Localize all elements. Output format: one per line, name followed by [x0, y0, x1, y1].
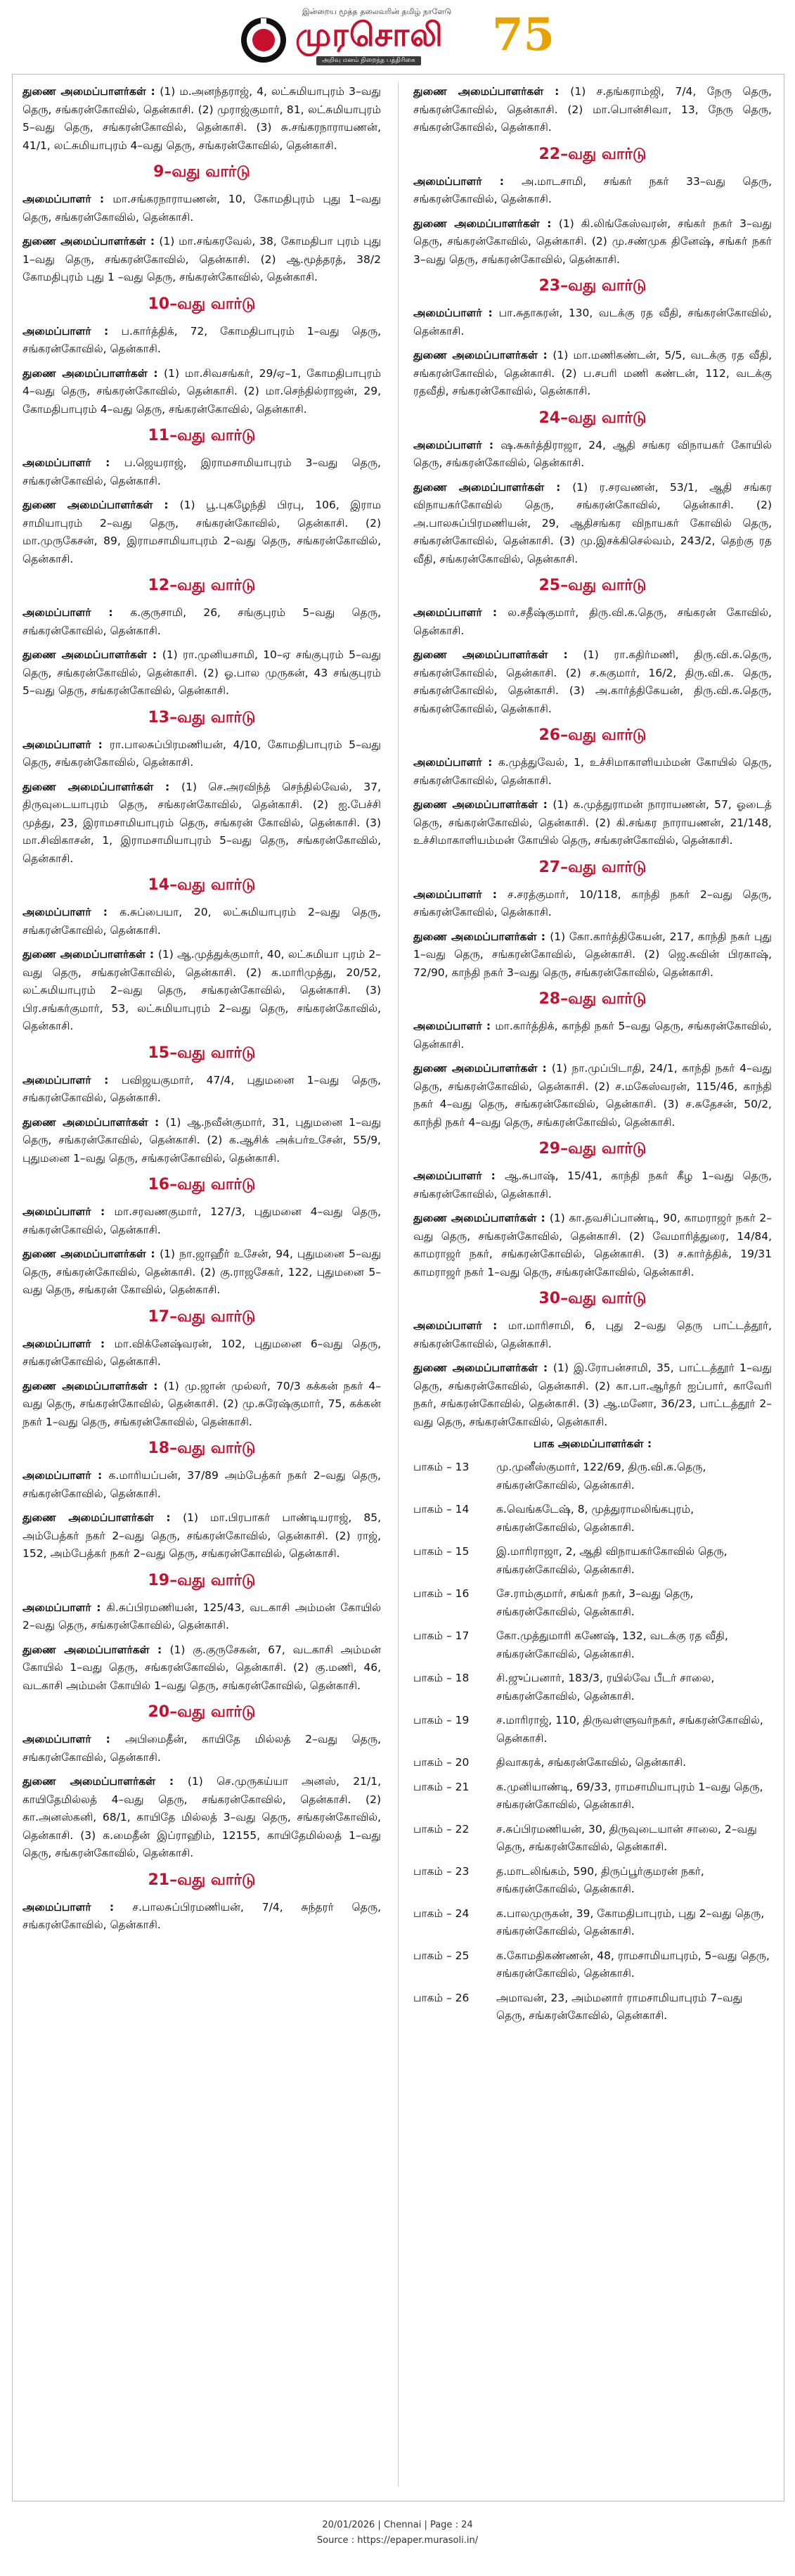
- role-label: அமைப்பாளர்: [22, 456, 91, 469]
- booth-organizer-row: [413, 1543, 772, 1579]
- appointee-details: பா.சுதாகரன், 130, வடக்கு ரத வீதி, சங்கரன்கோவில், தென்காசி.: [413, 307, 772, 338]
- booth-number: பாகம் – 18: [413, 1672, 470, 1684]
- appointee-details: ஷ.சுகர்த்திராஜா, 24, ஆதி சங்கர விநாயகர் கோயில் தெரு, சங்கரன்கோவில், தென்காசி.: [413, 438, 772, 469]
- appointment-entry: துணை அமைப்பாளர்கள் : (1) மு.ஜான் முல்லர், 70/3 கக்கன் நகர் 4–வது தெரு, சங்கரன்கோவில், தென்காசி. (2) மு.சுரேஷ்குமார், 75, கக்கன் நகர் 1–வது தெரு, சங்கரன்கோவில், தென்காசி.: [22, 1379, 381, 1428]
- ward-heading: 15–வது வார்டு: [148, 1044, 256, 1062]
- role-label: துணை அமைப்பாளர்கள்: [413, 930, 537, 943]
- masthead-tagline: இன்றைய மூத்த தலைவரின் தமிழ் நாளேடு: [302, 7, 452, 16]
- booth-organizer-details: ச.சுப்பிரமணியன், 30, திருவுடையான் சாலை, 2–வது தெரு, சங்கரன்கோவில், தென்காசி.: [496, 1822, 757, 1853]
- appointee-details: (1) கு.குருசேகன், 67, வடகாசி அம்மன் கோயில் 1–வது தெரு, சங்கரன்கோவில், தென்காசி. (2) கு.மணி, 46, வடகாசி அம்மன் கோயில் 1–வது தெரு, சங்கரன்கோவில், தென்காசி.: [22, 1643, 381, 1692]
- role-label: துணை அமைப்பாளர்கள்: [413, 1062, 538, 1075]
- appointee-details: அ.மாடசாமி, சங்கர் நகர் 33–வது தெரு, சங்கரன்கோவில், தென்காசி.: [413, 174, 772, 205]
- appointment-entry: துணை அமைப்பாளர்கள் : (1) பூ.புகழேந்தி பிரபு, 106, இராம சாமியாபுரம் 2–வது தெரு, சங்கரன்கோவில், தென்காசி. (2) மா.முருகேசன், 89, இராமசாமியாபுரம் 2–வது தெரு, சங்கரன்கோவில், தென்காசி.: [22, 499, 382, 565]
- appointee-details: மா.மாரிசாமி, 6, புது 2–வது தெரு பாட்டத்தூர், சங்கரன்கோவில், தென்காசி.: [413, 1319, 772, 1350]
- ward-heading: 9–வது வார்டு: [153, 163, 250, 181]
- role-label: அமைப்பாளர்: [22, 906, 91, 918]
- appointee-details: (1) மா.சங்கரவேல், 38, கோமதிபா புரம் புது 1–வது தெரு, சங்கரன்கோவில், தென்காசி. (2) ஆ.மூத்தரத், 38/2 கோமதிபுரம் புது 1 –வது தெரு, சங்கரன்கோவில், தென்காசி.: [22, 235, 382, 283]
- appointment-entry: துணை அமைப்பாளர்கள் : (1) கா.தவசிப்பாண்டி, 90, காமராஜர் நகர் 2–வது தெரு, சங்கரன்கோவில், தென்காசி. (2) வேமாரித்துரை, 14/84, காமராஜர் நகர், சங்கரன்கோவில், தென்காசி. (3) ச.கார்த்திக், 19/31 காமராஜர் நகர் 1–வது தெரு, சங்கரன்கோவில், தென்காசி.: [413, 1212, 772, 1279]
- ward-heading: 12–வது வார்டு: [148, 577, 256, 594]
- right-column: [413, 83, 772, 2032]
- appointment-entry: துணை அமைப்பாளர்கள் : (1) இ.ரோபன்சாமி, 35, பாட்டத்தூர் 1–வது தெரு, சங்கரன்கோவில், தென்காசி. (2) கா.பா.ஆர்தர் ஐப்பார், காவேரி நகர், சங்கரன்கோவில், தென்காசி. (3) ஆ.மனோ, 36/23, பாட்டத்தூர் 2–வது தெரு, சங்கரன்கோவில், தென்காசி.: [413, 1361, 773, 1428]
- booth-organizer-details: சே.ராம்குமார், சங்கர் நகர், 3–வது தெரு, சங்கரன்கோவில், தென்காசி.: [496, 1587, 694, 1618]
- appointee-details: (1) நா.முப்பிடாதி, 24/1, காந்தி நகர் 4–வது தெரு, சங்கரன்கோவில், தென்காசி. (2) ச.மகேஸ்வரன், 115/46, காந்தி நகர் 4–வது தெரு, சங்கரன்கோவில், தென்காசி. (3) ச.சுதேசன், 50/2, காந்தி நகர் 4–வது தெரு, சங்கரன்கோவில், தென்காசி.: [413, 1062, 772, 1129]
- appointee-details: (1) பூ.புகழேந்தி பிரபு, 106, இராம சாமியாபுரம் 2–வது தெரு, சங்கரன்கோவில், தென்காசி. (2) மா.முருகேசன், 89, இராமசாமியாபுரம் 2–வது தெரு, சங்கரன்கோவில், தென்காசி.: [22, 499, 382, 565]
- appointment-entry: துணை அமைப்பாளர்கள் : (1) கோ.கார்த்திகேயன், 217, காந்தி நகர் புது 1–வது தெரு, சங்கரன்கோவில், தென்காசி. (2) ஜெ.சுவின் பிரகாஷ், 72/90, காந்தி நகர் 3–வது தெரு, சங்கரன்கோவில், தென்காசி.: [413, 930, 772, 979]
- appointment-entry: அமைப்பாளர் : அ.மாடசாமி, சங்கர் நகர் 33–வது தெரு, சங்கரன்கோவில், தென்காசி.: [413, 174, 772, 205]
- role-label: அமைப்பாளர்: [413, 438, 482, 451]
- ward-heading: 24–வது வார்டு: [538, 409, 647, 427]
- booth-organizer-details: சி.ஜுப்பனார், 183/3, ரயில்வே பீடர் சாலை, சங்கரன்கோவில், தென்காசி.: [496, 1672, 715, 1703]
- appointee-details: ல.சதீஷ்குமார், திரு.வி.க.தெரு, சங்கரன் கோவில், தென்காசி.: [413, 606, 772, 637]
- ward-heading: 25–வது வார்டு: [538, 577, 647, 594]
- ward-heading: 29–வது வார்டு: [538, 1140, 647, 1158]
- role-label: அமைப்பாளர்: [413, 1170, 482, 1182]
- booth-number: பாகம் – 24: [413, 1907, 470, 1920]
- appointee-details: (1) ச.தங்கராம்ஜி, 7/4, நேரு தெரு, சங்கரன்கோவில், தென்காசி. (2) மா.பொன்சிவா, 13, நேரு தெரு, சங்கரன்கோவில், தென்காசி.: [413, 85, 772, 134]
- role-label: அமைப்பாளர்: [22, 324, 91, 338]
- appointment-entry: அமைப்பாளர் : ல.சதீஷ்குமார், திரு.வி.க.தெரு, சங்கரன் கோவில், தென்காசி.: [413, 606, 772, 637]
- appointment-entry: துணை அமைப்பாளர்கள் : (1) செ.முருகய்யா அனஸ், 21/1, காயிதேமில்லத் 4–வது தெரு, சங்கரன்கோவில், தென்காசி. (2) கா.அனஸ்கனி, 68/1, காயிதே மில்லத் 3–வது தெரு, சங்கரன்கோவில், தென்காசி. (3) க.மைதீன் இப்ராஹிம், 12155, காயிதேமில்லத் 1–வது தெரு, சங்கரன்கோவில், தென்காசி.: [22, 1775, 382, 1859]
- role-label: அமைப்பாளர்: [22, 738, 91, 751]
- role-label: துணை அமைப்பாளர்கள்: [22, 648, 148, 661]
- role-label: துணை அமைப்பாளர்கள்: [22, 1643, 150, 1656]
- appointment-entry: துணை அமைப்பாளர்கள் : (1) செ.அரவிந்த் செந்தில்வேல், 37, திருவுடையாபுரம் தெரு, சங்கரன்கோவில், தென்காசி. (2) ஐ.பேச்சி முத்து, 23, இராமசாமியாபுரம் தெரு, சங்கரன் கோவில், தென்காசி. (3) மா.சிவிகாசன், 1, இராமசாமியாபுரம் 5–வது தெரு, சங்கரன்கோவில், தென்காசி.: [22, 780, 381, 865]
- ward-heading: 30–வது வார்டு: [538, 1290, 647, 1307]
- appointee-details: ரா.பாலசுப்பிரமணியன், 4/10, கோமதிபாபுரம் 5–வது தெரு, சங்கரன்கோவில், தென்காசி.: [22, 738, 381, 769]
- appointee-details: (1) ஆ.முத்துக்குமார், 40, லட்சுமியா புரம் 2–வது தெரு, சங்கரன்கோவில், தென்காசி. (2) க.மாரிமுத்து, 20/52, லட்சுமியாபுரம் 2–வது தெரு, சங்கரன்கோவில், தென்காசி. (3) பிர.சங்கர்குமார், 53, லட்சுமியாபுரம் 2–வது தெரு, சங்கரன்கோவில், தென்காசி.: [22, 948, 381, 1032]
- appointee-details: பவிஜயகுமார், 47/4, புதுமனை 1–வது தெரு, சங்கரன்கோவில், தென்காசி.: [22, 1073, 382, 1104]
- ward-heading: 26–வது வார்டு: [538, 726, 647, 744]
- appointee-details: ப.ஜெயராஜ், இராமசாமியாபுரம் 3–வது தெரு, சங்கரன்கோவில், தென்காசி.: [22, 456, 381, 487]
- booth-number: பாகம் – 22: [413, 1822, 470, 1835]
- appointment-entry: அமைப்பாளர் : கி.சுப்பிரமணியன், 125/43, வடகாசி அம்மன் கோயில் 2–வது தெரு, சங்கரன்கோவில், தென்காசி.: [22, 1601, 381, 1632]
- appointment-entry: அமைப்பாளர் : ச.சரத்குமார், 10/118, காந்தி நகர் 2–வது தெரு, சங்கரன்கோவில், தென்காசி.: [413, 887, 772, 918]
- appointment-entry: துணை அமைப்பாளர்கள் : (1) ச.தங்கராம்ஜி, 7/4, நேரு தெரு, சங்கரன்கோவில், தென்காசி. (2) மா.பொன்சிவா, 13, நேரு தெரு, சங்கரன்கோவில், தென்காசி.: [413, 85, 772, 134]
- appointee-details: ச.சரத்குமார், 10/118, காந்தி நகர் 2–வது தெரு, சங்கரன்கோவில், தென்காசி.: [413, 887, 772, 918]
- booth-organizer-row: [413, 1627, 772, 1663]
- booth-number: பாகம் – 25: [413, 1949, 470, 1962]
- appointment-entry: துணை அமைப்பாளர்கள் : (1) ரா.கதிர்மணி, திரு.வி.க.தெரு, சங்கரன்கோவில், தென்காசி. (2) ச.சுகுமார், 16/2, திரு.வி.க. தெரு, சங்கரன்கோவில், தென்காசி. (3) அ.கார்த்திகேயன், திரு.வி.க.தெரு, சங்கரன்கோவில், தென்காசி.: [413, 648, 773, 715]
- role-label: அமைப்பாளர்: [413, 307, 482, 319]
- role-label: அமைப்பாளர்: [413, 1020, 482, 1032]
- appointee-details: (1) மு.ஜான் முல்லர், 70/3 கக்கன் நகர் 4–வது தெரு, சங்கரன்கோவில், தென்காசி. (2) மு.சுரேஷ்குமார், 75, கக்கன் நகர் 1–வது தெரு, சங்கரன்கோவில், தென்காசி.: [22, 1379, 381, 1428]
- role-label: துணை அமைப்பாளர்கள்: [413, 480, 545, 494]
- role-label: அமைப்பாளர்: [22, 1900, 91, 1914]
- ward-heading: 18–வது வார்டு: [148, 1440, 256, 1457]
- appointee-details: மா.சங்கரநாராயணன், 10, கோமதிபுரம் புது 1–வது தெரு, சங்கரன்கோவில், தென்காசி.: [22, 193, 381, 224]
- role-label: அமைப்பாளர்: [22, 1601, 91, 1614]
- appointee-details: ப.கார்த்திக், 72, கோமதிபாபுரம் 1–வது தெரு, சங்கரன்கோவில், தென்காசி.: [22, 324, 381, 355]
- booth-number: பாகம் – 20: [413, 1756, 470, 1769]
- ward-heading: 22–வது வார்டு: [538, 145, 647, 163]
- ward-heading: 16–வது வார்டு: [148, 1176, 256, 1193]
- appointee-details: மா.கார்த்திக், காந்தி நகர் 5–வது தெரு, சங்கரன்கோவில், தென்காசி.: [413, 1020, 772, 1051]
- appointee-details: ச.பாலசுப்பிரமணியன், 7/4, சுந்தரர் தெரு, சங்கரன்கோவில், தென்காசி.: [22, 1900, 382, 1931]
- role-label: துணை அமைப்பாளர்கள்: [22, 1115, 148, 1129]
- booth-organizer-details: த.மாடலிங்கம், 590, திருப்பூர்குமரன் நகர், சங்கரன்கோவில், தென்காசி.: [496, 1864, 704, 1895]
- appointment-entry: அமைப்பாளர் : மா.கார்த்திக், காந்தி நகர் 5–வது தெரு, சங்கரன்கோவில், தென்காசி.: [413, 1020, 772, 1051]
- ward-heading: 21–வது வார்டு: [148, 1871, 256, 1889]
- appointee-details: (1) ரா.கதிர்மணி, திரு.வி.க.தெரு, சங்கரன்கோவில், தென்காசி. (2) ச.சுகுமார், 16/2, திரு.வி.க. தெரு, சங்கரன்கோவில், தென்காசி. (3) அ.கார்த்திகேயன், திரு.வி.க.தெரு, சங்கரன்கோவில், தென்காசி.: [413, 648, 773, 715]
- appointee-details: (1) கா.தவசிப்பாண்டி, 90, காமராஜர் நகர் 2–வது தெரு, சங்கரன்கோவில், தென்காசி. (2) வேமாரித்துரை, 14/84, காமராஜர் நகர், சங்கரன்கோவில், தென்காசி. (3) ச.கார்த்திக், 19/31 காமராஜர் நகர் 1–வது தெரு, சங்கரன்கோவில், தென்காசி.: [413, 1212, 772, 1279]
- role-label: துணை அமைப்பாளர்கள்: [413, 1361, 538, 1374]
- appointment-entry: துணை அமைப்பாளர்கள் : (1) மா.சிவசங்கர், 29/ஏ–1, கோமதிபாபுரம் 4–வது தெரு, சங்கரன்கோவில், தென்காசி. (2) மா.செந்தில்ராஜன், 29, கோமதிபாபுரம் 4–வது தெரு, சங்கரன்கோவில், தென்காசி.: [22, 366, 381, 416]
- booth-number: பாகம் – 14: [413, 1503, 470, 1516]
- role-label: அமைப்பாளர்: [413, 887, 482, 901]
- booth-organizer-row: [413, 1989, 772, 2025]
- role-label: அமைப்பாளர்: [413, 1319, 482, 1332]
- booth-organizer-details: திவாகரக், சங்கரன்கோவில், தென்காசி.: [496, 1756, 687, 1769]
- booth-organizer-row: [413, 1754, 772, 1772]
- role-label: அமைப்பாளர்: [22, 1733, 91, 1745]
- role-label: துணை அமைப்பாளர்கள்: [22, 499, 153, 511]
- booth-organizer-row: [413, 1670, 772, 1705]
- booth-organizer-details: ச.மாரிராஜ், 110, திருவள்ளுவர்நகர், சங்கரன்கோவில், தென்காசி.: [496, 1714, 763, 1745]
- role-label: அமைப்பாளர்: [413, 174, 482, 188]
- appointment-entry: துணை அமைப்பாளர்கள் : (1) கி.லிங்கேஸ்வரன், சங்கர் நகர் 3–வது தெரு, சங்கரன்கோவில், தென்காசி. (2) மு.சண்முக தினேஷ், சங்கர் நகர் 3–வது தெரு, சங்கரன்கோவில், தென்காசி.: [413, 217, 773, 266]
- appointment-entry: துணை அமைப்பாளர்கள் : (1) மா.பிரபாகர் பாண்டியராஜ், 85, அம்பேத்கர் நகர் 2–வது தெரு, சங்கரன்கோவில், தென்காசி. (2) ராஜ், 152, அம்பேத்கர் நகர் 2–வது தெரு, சங்கரன்கோவில், தென்காசி.: [22, 1511, 381, 1560]
- appointment-entry: அமைப்பாளர் : பவிஜயகுமார், 47/4, புதுமனை 1–வது தெரு, சங்கரன்கோவில், தென்காசி.: [22, 1073, 382, 1104]
- appointment-entry: அமைப்பாளர் : பா.சுதாகரன், 130, வடக்கு ரத வீதி, சங்கரன்கோவில், தென்காசி.: [413, 307, 772, 338]
- role-label: துணை அமைப்பாளர்கள்: [413, 349, 538, 361]
- role-label: அமைப்பாளர்: [22, 1337, 91, 1350]
- role-label: துணை அமைப்பாளர்கள்: [413, 85, 544, 98]
- booth-number: பாகம் – 23: [413, 1864, 470, 1878]
- appointee-details: (1) மா.பிரபாகர் பாண்டியராஜ், 85, அம்பேத்கர் நகர் 2–வது தெரு, சங்கரன்கோவில், தென்காசி. (2) ராஜ், 152, அம்பேத்கர் நகர் 2–வது தெரு, சங்கரன்கோவில், தென்காசி.: [22, 1511, 381, 1560]
- appointment-entry: அமைப்பாளர் : ஆ.சுபாஷ், 15/41, காந்தி நகர் கீழ 1–வது தெரு, சங்கரன்கோவில், தென்காசி.: [413, 1170, 772, 1200]
- booth-organizer-row: [413, 1585, 772, 1621]
- booth-organizer-details: க.பாலமுருகன், 39, கோமதிபாபுரம், புது 2–வது தெரு, சங்கரன்கோவில், தென்காசி.: [496, 1907, 765, 1937]
- appointment-entry: அமைப்பாளர் : மா.மாரிசாமி, 6, புது 2–வது தெரு பாட்டத்தூர், சங்கரன்கோவில், தென்காசி.: [413, 1319, 772, 1350]
- role-label: துணை அமைப்பாளர்கள்: [22, 1511, 154, 1524]
- booth-number: பாகம் – 19: [413, 1714, 470, 1726]
- role-label: துணை அமைப்பாளர்கள்: [22, 1775, 156, 1788]
- appointee-details: (1) இ.ரோபன்சாமி, 35, பாட்டத்தூர் 1–வது தெரு, சங்கரன்கோவில், தென்காசி. (2) கா.பா.ஆர்தர் ஐப்பார், காவேரி நகர், சங்கரன்கோவில், தென்காசி. (3) ஆ.மனோ, 36/23, பாட்டத்தூர் 2–வது தெரு, சங்கரன்கோவில், தென்காசி.: [413, 1361, 773, 1428]
- page-footer: [0, 2518, 795, 2549]
- booth-organizer-row: [413, 1712, 772, 1748]
- booth-organizer-details: அமாவன், 23, அம்மனார் ராமசாமியாபுரம் 7–வது தெரு, சங்கரன்கோவில், தென்காசி.: [496, 1991, 743, 2022]
- anniversary-badge: 75: [492, 8, 555, 61]
- appointee-details: க.குருசாமி, 26, சங்குபுரம் 5–வது தெரு, சங்கரன்கோவில், தென்காசி.: [22, 606, 381, 637]
- appointment-entry: அமைப்பாளர் : க.முத்துவேல், 1, உச்சிமாகாளியம்மன் கோயில் தெரு, சங்கரன்கோவில், தென்காசி.: [413, 756, 773, 787]
- appointment-entry: துணை அமைப்பாளர்கள் : (1) மா.மணிகண்டன், 5/5, வடக்கு ரத வீதி, சங்கரன்கோவில், தென்காசி. (2) ப.சபரி மணி கண்டன், 112, வடக்கு ரதவீதி, சங்கரன்கோவில், தென்காசி.: [413, 349, 772, 397]
- appointee-details: (1) ர.சரவணன், 53/1, ஆதி சங்கர விநாயகர்கோவில் தெரு, சங்கரன்கோவில், தென்காசி. (2) அ.பாலசுப்பிரமணியன், 29, ஆதிசங்கர விநாயகர் கோவில் தெரு, சங்கரன்கோவில், தென்காசி. (3) மு.இசக்கிசெல்வம், 243/2, தெற்கு ரத வீதி, சங்கரன்கோவில், தென்காசி.: [413, 480, 772, 565]
- left-column: [22, 83, 381, 1941]
- booth-organizer-row: [413, 1905, 772, 1941]
- appointee-details: (1) மா.மணிகண்டன், 5/5, வடக்கு ரத வீதி, சங்கரன்கோவில், தென்காசி. (2) ப.சபரி மணி கண்டன், 112, வடக்கு ரதவீதி, சங்கரன்கோவில், தென்காசி.: [413, 349, 772, 397]
- appointee-details: (1) கி.லிங்கேஸ்வரன், சங்கர் நகர் 3–வது தெரு, சங்கரன்கோவில், தென்காசி. (2) மு.சண்முக தினேஷ், சங்கர் நகர் 3–வது தெரு, சங்கரன்கோவில், தென்காசி.: [413, 217, 773, 266]
- booth-organizer-row: [413, 1947, 772, 1983]
- role-label: அமைப்பாளர்: [22, 1073, 91, 1087]
- ward-heading: 19–வது வார்டு: [148, 1571, 256, 1589]
- booth-number: பாகம் – 16: [413, 1587, 470, 1600]
- booth-organizer-details: க.முனியாண்டி, 69/33, ராமசாமியாபுரம் 1–வது தெரு, சங்கரன்கோவில், தென்காசி.: [496, 1780, 763, 1811]
- ward-heading: 28–வது வார்டு: [538, 990, 647, 1008]
- appointee-details: (1) செ.அரவிந்த் செந்தில்வேல், 37, திருவுடையாபுரம் தெரு, சங்கரன்கோவில், தென்காசி. (2) ஐ.பேச்சி முத்து, 23, இராமசாமியாபுரம் தெரு, சங்கரன் கோவில், தென்காசி. (3) மா.சிவிகாசன், 1, இராமசாமியாபுரம் 5–வது தெரு, சங்கரன்கோவில், தென்காசி.: [22, 780, 381, 865]
- appointee-details: (1) ஆ.நவீன்குமார், 31, புதுமனை 1–வது தெரு, சங்கரன்கோவில், தென்காசி. (2) க.ஆசிக் அக்பர்உசேன், 55/9, புதுமனை 1–வது தெரு, சங்கரன்கோவில், தென்காசி.: [22, 1115, 382, 1165]
- appointee-details: க.சுப்பையா, 20, லட்சுமியாபுரம் 2–வது தெரு, சங்கரன்கோவில், தென்காசி.: [22, 906, 381, 937]
- appointment-entry: துணை அமைப்பாளர்கள் : (1) ம.அனந்தராஜ், 4, லட்சுமியாபுரம் 3–வது தெரு, சங்கரன்கோவில், தென்காசி. (2) முராஜ்குமார், 81, லட்சுமியாபுரம் 5–வது தெரு, சங்கரன்கோவில், தென்காசி. (3) சு.சங்கரநாராயணன், 41/1, லட்சுமியாபுரம் 4–வது தெரு, சங்கரன்கோவில், தென்காசி.: [22, 85, 381, 152]
- booth-organizer-details: க.கோமதிகண்ணன், 48, ராமசாமியாபுரம், 5–வது தெரு, சங்கரன்கோவில், தென்காசி.: [496, 1949, 770, 1980]
- appointee-details: மா.விக்னேஷ்வரன், 102, புதுமனை 6–வது தெரு, சங்கரன்கோவில், தென்காசி.: [22, 1337, 381, 1368]
- appointment-entry: துணை அமைப்பாளர்கள் : (1) ஆ.நவீன்குமார், 31, புதுமனை 1–வது தெரு, சங்கரன்கோவில், தென்காசி. (2) க.ஆசிக் அக்பர்உசேன், 55/9, புதுமனை 1–வது தெரு, சங்கரன்கோவில், தென்காசி.: [22, 1115, 382, 1165]
- appointment-entry: அமைப்பாளர் : மா.விக்னேஷ்வரன், 102, புதுமனை 6–வது தெரு, சங்கரன்கோவில், தென்காசி.: [22, 1337, 381, 1368]
- appointment-entry: துணை அமைப்பாளர்கள் : (1) ரா.முனியசாமி, 10–ஏ சங்குபுரம் 5–வது தெரு, சங்கரன்கோவில், தென்காசி. (2) ஓ.பால முருகன், 43 சங்குபுரம் 5–வது தெரு, சங்கரன்கோவில், தென்காசி.: [22, 648, 382, 697]
- role-label: அமைப்பாளர்: [413, 606, 482, 619]
- ward-heading: 27–வது வார்டு: [538, 858, 647, 876]
- appointee-details: (1) கோ.கார்த்திகேயன், 217, காந்தி நகர் புது 1–வது தெரு, சங்கரன்கோவில், தென்காசி. (2) ஜெ.சுவின் பிரகாஷ், 72/90, காந்தி நகர் 3–வது தெரு, சங்கரன்கோவில், தென்காசி.: [413, 930, 772, 979]
- appointment-entry: துணை அமைப்பாளர்கள் : (1) கு.குருசேகன், 67, வடகாசி அம்மன் கோயில் 1–வது தெரு, சங்கரன்கோவில், தென்காசி. (2) கு.மணி, 46, வடகாசி அம்மன் கோயில் 1–வது தெரு, சங்கரன்கோவில், தென்காசி.: [22, 1643, 381, 1692]
- appointment-entry: அமைப்பாளர் : ப.ஜெயராஜ், இராமசாமியாபுரம் 3–வது தெரு, சங்கரன்கோவில், தென்காசி.: [22, 456, 381, 487]
- appointment-entry: அமைப்பாளர் : ஷ.சுகர்த்திராஜா, 24, ஆதி சங்கர விநாயகர் கோயில் தெரு, சங்கரன்கோவில், தென்காசி.: [413, 438, 772, 469]
- booth-organizer-row: [413, 1501, 772, 1537]
- appointment-entry: அமைப்பாளர் : க.மாரியப்பன், 37/89 அம்பேத்கர் நகர் 2–வது தெரு, சங்கரன்கோவில், தென்காசி.: [22, 1469, 381, 1500]
- appointment-entry: அமைப்பாளர் : மா.சங்கரநாராயணன், 10, கோமதிபுரம் புது 1–வது தெரு, சங்கரன்கோவில், தென்காசி.: [22, 193, 381, 224]
- masthead: [0, 0, 795, 70]
- role-label: துணை அமைப்பாளர்கள்: [22, 948, 146, 961]
- booth-organizer-details: இ.மாரிராஜா, 2, ஆதி விநாயகர்கோவில் தெரு, சங்கரன்கோவில், தென்காசி.: [496, 1545, 728, 1576]
- role-label: துணை அமைப்பாளர்கள்: [22, 235, 146, 248]
- appointment-entry: துணை அமைப்பாளர்கள் : (1) ஆ.முத்துக்குமார், 40, லட்சுமியா புரம் 2–வது தெரு, சங்கரன்கோவில், தென்காசி. (2) க.மாரிமுத்து, 20/52, லட்சுமியாபுரம் 2–வது தெரு, சங்கரன்கோவில், தென்காசி. (3) பிர.சங்கர்குமார், 53, லட்சுமியாபுரம் 2–வது தெரு, சங்கரன்கோவில், தென்காசி.: [22, 948, 381, 1032]
- role-label: துணை அமைப்பாளர்கள்: [413, 1212, 537, 1224]
- booth-number: பாகம் – 17: [413, 1629, 470, 1642]
- booth-organizer-details: மு.முனீஸ்குமார், 122/69, திரு.வி.க.தெரு, சங்கரன்கோவில், தென்காசி.: [496, 1461, 706, 1492]
- appointment-entry: துணை அமைப்பாளர்கள் : (1) மா.சங்கரவேல், 38, கோமதிபா புரம் புது 1–வது தெரு, சங்கரன்கோவில், தென்காசி. (2) ஆ.மூத்தரத், 38/2 கோமதிபுரம் புது 1 –வது தெரு, சங்கரன்கோவில், தென்காசி.: [22, 235, 382, 283]
- appointment-entry: துணை அமைப்பாளர்கள் : (1) ர.சரவணன், 53/1, ஆதி சங்கர விநாயகர்கோவில் தெரு, சங்கரன்கோவில், தென்காசி. (2) அ.பாலசுப்பிரமணியன், 29, ஆதிசங்கர விநாயகர் கோவில் தெரு, சங்கரன்கோவில், தென்காசி. (3) மு.இசக்கிசெல்வம், 243/2, தெற்கு ரத வீதி, சங்கரன்கோவில், தென்காசி.: [413, 480, 772, 565]
- booth-number: பாகம் – 13: [413, 1461, 470, 1473]
- appointee-details: (1) செ.முருகய்யா அனஸ், 21/1, காயிதேமில்லத் 4–வது தெரு, சங்கரன்கோவில், தென்காசி. (2) கா.அனஸ்கனி, 68/1, காயிதே மில்லத் 3–வது தெரு, சங்கரன்கோவில், தென்காசி. (3) க.மைதீன் இப்ராஹிம், 12155, காயிதேமில்லத் 1–வது தெரு, சங்கரன்கோவில், தென்காசி.: [22, 1775, 382, 1859]
- ward-heading: 23–வது வார்டு: [538, 277, 647, 295]
- role-label: அமைப்பாளர்: [22, 1469, 91, 1482]
- booth-number: பாகம் – 26: [413, 1991, 470, 2004]
- appointment-entry: அமைப்பாளர் : க.குருசாமி, 26, சங்குபுரம் 5–வது தெரு, சங்கரன்கோவில், தென்காசி.: [22, 606, 381, 637]
- role-label: அமைப்பாளர்: [413, 756, 482, 769]
- appointee-details: மா.சரவணகுமார், 127/3, புதுமனை 4–வது தெரு, சங்கரன்கோவில், தென்காசி.: [22, 1205, 381, 1236]
- appointment-entry: துணை அமைப்பாளர்கள் : (1) க.முத்துராமன் நாராயணன், 57, ஓடைத் தெரு, சங்கரன்கோவில், தென்காசி. (2) கி.சங்கர நாராயணன், 21/148, உச்சிமாகாளியம்மன் கோயில் தெரு, சங்கரன்கோவில், தென்காசி.: [413, 798, 773, 847]
- appointee-details: ஆ.சுபாஷ், 15/41, காந்தி நகர் கீழ 1–வது தெரு, சங்கரன்கோவில், தென்காசி.: [413, 1170, 772, 1200]
- appointee-details: (1) மா.சிவசங்கர், 29/ஏ–1, கோமதிபாபுரம் 4–வது தெரு, சங்கரன்கோவில், தென்காசி. (2) மா.செந்தில்ராஜன், 29, கோமதிபாபுரம் 4–வது தெரு, சங்கரன்கோவில், தென்காசி.: [22, 366, 381, 416]
- booth-organizers-heading: பாக அமைப்பாளர்கள் :: [533, 1437, 652, 1450]
- ward-heading: 11–வது வார்டு: [148, 427, 256, 444]
- role-label: துணை அமைப்பாளர்கள்: [22, 780, 154, 793]
- murasoli-logo[interactable]: [239, 6, 562, 68]
- drum-emblem-icon: [239, 15, 288, 65]
- booth-organizer-row: [413, 1779, 772, 1814]
- appointment-entry: அமைப்பாளர் : அபிமைதீன், காயிதே மில்லத் 2–வது தெரு, சங்கரன்கோவில், தென்காசி.: [22, 1733, 381, 1764]
- appointment-entry: அமைப்பாளர் : ப.கார்த்திக், 72, கோமதிபாபுரம் 1–வது தெரு, சங்கரன்கோவில், தென்காசி.: [22, 324, 381, 355]
- role-label: துணை அமைப்பாளர்கள்: [22, 366, 148, 380]
- appointment-entry: அமைப்பாளர் : ரா.பாலசுப்பிரமணியன், 4/10, கோமதிபாபுரம் 5–வது தெரு, சங்கரன்கோவில், தென்காசி.: [22, 738, 381, 769]
- booth-organizer-details: கோ.முத்துமாரி கணேஷ், 132, வடக்கு ரத வீதி, சங்கரன்கோவில், தென்காசி.: [496, 1629, 728, 1660]
- ward-heading: 17–வது வார்டு: [148, 1307, 256, 1326]
- role-label: துணை அமைப்பாளர்கள்: [413, 798, 538, 811]
- appointment-entry: துணை அமைப்பாளர்கள் : (1) நா.முப்பிடாதி, 24/1, காந்தி நகர் 4–வது தெரு, சங்கரன்கோவில், தென்காசி. (2) ச.மகேஸ்வரன், 115/46, காந்தி நகர் 4–வது தெரு, சங்கரன்கோவில், தென்காசி. (3) ச.சுதேசன், 50/2, காந்தி நகர் 4–வது தெரு, சங்கரன்கோவில், தென்காசி.: [413, 1062, 772, 1129]
- appointee-details: அபிமைதீன், காயிதே மில்லத் 2–வது தெரு, சங்கரன்கோவில், தென்காசி.: [22, 1733, 381, 1764]
- role-label: அமைப்பாளர்: [22, 1205, 91, 1218]
- role-label: துணை அமைப்பாளர்கள்: [413, 648, 548, 661]
- booth-number: பாகம் – 21: [413, 1780, 470, 1793]
- column-divider: [398, 82, 399, 2487]
- newspaper-title: முரசொலி: [295, 15, 444, 53]
- ward-heading: 20–வது வார்டு: [148, 1703, 256, 1721]
- appointee-details: க.முத்துவேல், 1, உச்சிமாகாளியம்மன் கோயில் தெரு, சங்கரன்கோவில், தென்காசி.: [413, 756, 773, 787]
- role-label: துணை அமைப்பாளர்கள்: [22, 85, 146, 98]
- role-label: துணை அமைப்பாளர்கள்: [22, 1379, 148, 1392]
- appointment-entry: துணை அமைப்பாளர்கள் : (1) நா.ஜாஹீர் உசேன், 94, புதுமனை 5–வது தெரு, சங்கரன்கோவில், தென்காசி. (2) கு.ராஜசேகர், 122, புதுமனை 5–வது தெரு, சங்கரன் கோவில், தென்காசி.: [22, 1248, 382, 1296]
- booth-number: பாகம் – 15: [413, 1545, 470, 1558]
- appointment-entry: அமைப்பாளர் : மா.சரவணகுமார், 127/3, புதுமனை 4–வது தெரு, சங்கரன்கோவில், தென்காசி.: [22, 1205, 381, 1236]
- ward-heading: 13–வது வார்டு: [148, 708, 256, 726]
- appointment-entry: அமைப்பாளர் : க.சுப்பையா, 20, லட்சுமியாபுரம் 2–வது தெரு, சங்கரன்கோவில், தென்காசி.: [22, 906, 381, 937]
- article-page: [12, 74, 784, 2501]
- appointee-details: (1) க.முத்துராமன் நாராயணன், 57, ஓடைத் தெரு, சங்கரன்கோவில், தென்காசி. (2) கி.சங்கர நாராயணன், 21/148, உச்சிமாகாளியம்மன் கோயில் தெரு, சங்கரன்கோவில், தென்காசி.: [413, 798, 773, 847]
- footer-date-page: 20/01/2026 | Chennai | Page : 24: [322, 2520, 473, 2530]
- appointee-details: (1) ரா.முனியசாமி, 10–ஏ சங்குபுரம் 5–வது தெரு, சங்கரன்கோவில், தென்காசி. (2) ஓ.பால முருகன், 43 சங்குபுரம் 5–வது தெரு, சங்கரன்கோவில், தென்காசி.: [22, 648, 382, 697]
- role-label: அமைப்பாளர்: [22, 193, 91, 205]
- appointee-details: (1) ம.அனந்தராஜ், 4, லட்சுமியாபுரம் 3–வது தெரு, சங்கரன்கோவில், தென்காசி. (2) முராஜ்குமார், 81, லட்சுமியாபுரம் 5–வது தெரு, சங்கரன்கோவில், தென்காசி. (3) சு.சங்கரநாராயணன், 41/1, லட்சுமியாபுரம் 4–வது தெரு, சங்கரன்கோவில், தென்காசி.: [22, 85, 381, 152]
- booth-organizer-row: [413, 1821, 772, 1857]
- ward-heading: 14–வது வார்டு: [148, 876, 256, 894]
- role-label: அமைப்பாளர்: [22, 606, 91, 619]
- ward-heading: 10–வது வார்டு: [148, 295, 256, 313]
- appointment-entry: அமைப்பாளர் : ச.பாலசுப்பிரமணியன், 7/4, சுந்தரர் தெரு, சங்கரன்கோவில், தென்காசி.: [22, 1900, 382, 1931]
- role-label: துணை அமைப்பாளர்கள்: [22, 1248, 146, 1260]
- booth-organizer-row: [413, 1863, 772, 1899]
- appointee-details: கி.சுப்பிரமணியன், 125/43, வடகாசி அம்மன் கோயில் 2–வது தெரு, சங்கரன்கோவில், தென்காசி.: [22, 1601, 381, 1632]
- footer-source-link[interactable]: Source : https://epaper.murasoli.in/: [316, 2535, 479, 2546]
- booth-organizer-row: [413, 1459, 772, 1494]
- appointee-details: க.மாரியப்பன், 37/89 அம்பேத்கர் நகர் 2–வது தெரு, சங்கரன்கோவில், தென்காசி.: [22, 1469, 381, 1500]
- masthead-subtitle: அறிவு மனம் நிறைந்த பத்திரிகை: [316, 56, 421, 65]
- appointee-details: (1) நா.ஜாஹீர் உசேன், 94, புதுமனை 5–வது தெரு, சங்கரன்கோவில், தென்காசி. (2) கு.ராஜசேகர், 122, புதுமனை 5–வது தெரு, சங்கரன் கோவில், தென்காசி.: [22, 1248, 382, 1296]
- booth-organizer-details: க.வெங்கடேஷ், 8, முத்துராமலிங்கபுரம், சங்கரன்கோவில், தென்காசி.: [496, 1503, 694, 1534]
- role-label: துணை அமைப்பாளர்கள்: [413, 217, 540, 230]
